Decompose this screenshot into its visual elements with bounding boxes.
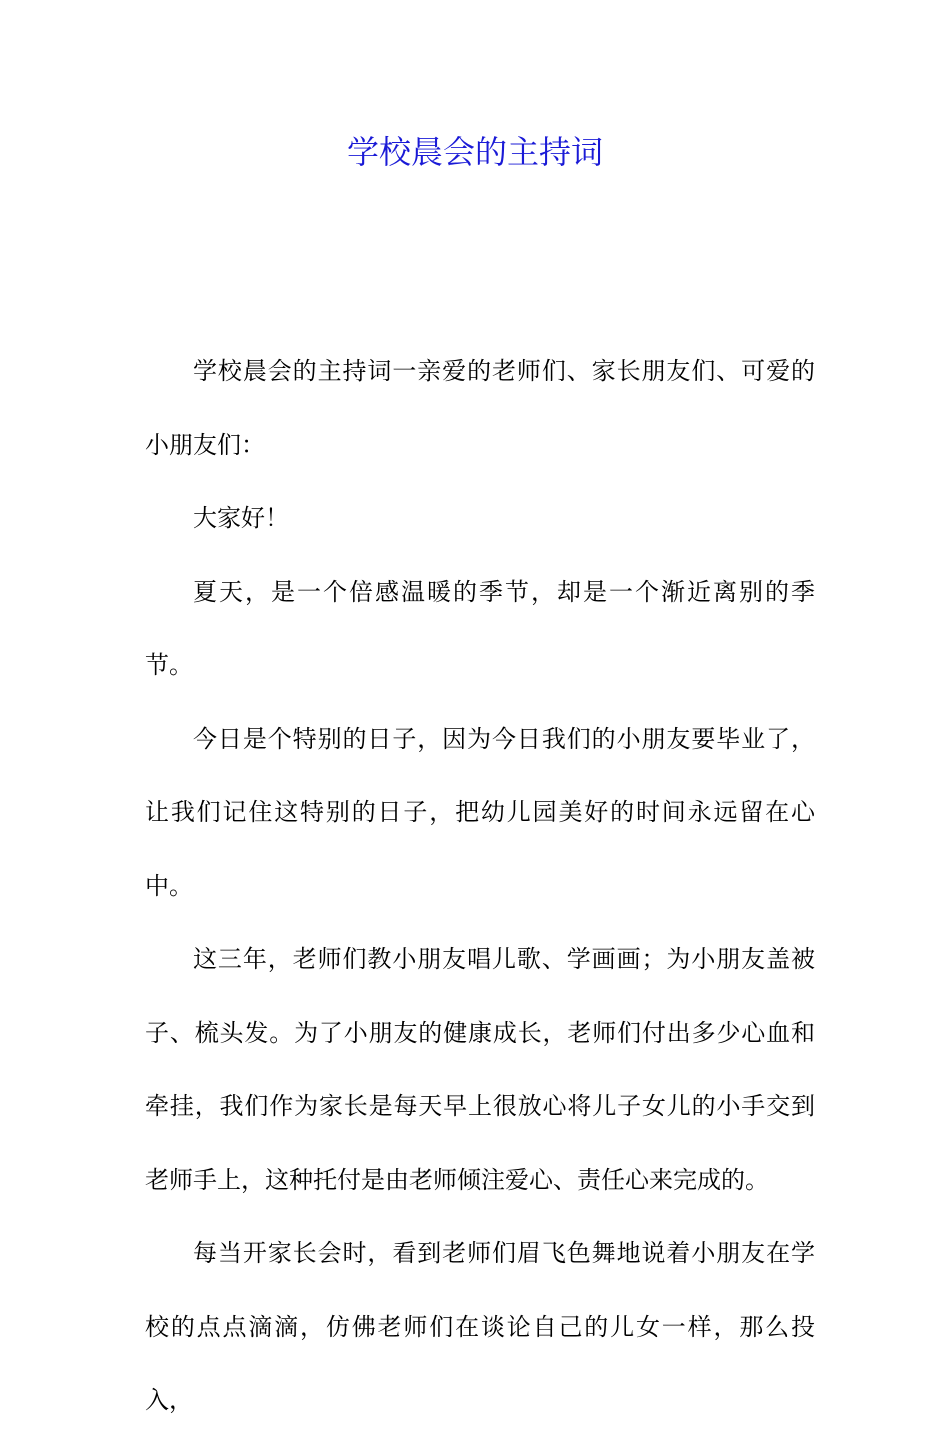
paragraph-graduation: 今日是个特别的日子，因为今日我们的小朋友要毕业了，让我们记住这特别的日子，把幼儿园美好的时间永远留在心中。 [145,724,815,900]
document-title: 学校晨会的主持词 [346,133,603,171]
paragraph-hello: 大家好！ [193,504,289,532]
document-body [145,335,815,1438]
paragraph-three-years: 这三年，老师们教小朋友唱儿歌、学画画；为小朋友盖被子、梳头发。为了小朋友的健康成长，老师们付出多少心血和牵挂，我们作为家长是每天早上很放心将儿子女儿的小手交到老师手上，这种托付是由老师倾注爱心、责任心来完成的。 [145,945,815,1194]
paragraph-parents-meeting: 每当开家长会时，看到老师们眉飞色舞地说着小朋友在学校的点点滴滴，仿佛老师们在谈论自己的儿女一样，那么投入， [145,1239,815,1414]
paragraph-greeting: 学校晨会的主持词一亲爱的老师们、家长朋友们、可爱的小朋友们： [145,357,815,459]
paragraph-summer: 夏天，是一个倍感温暖的季节，却是一个渐近离别的季节。 [145,577,815,679]
